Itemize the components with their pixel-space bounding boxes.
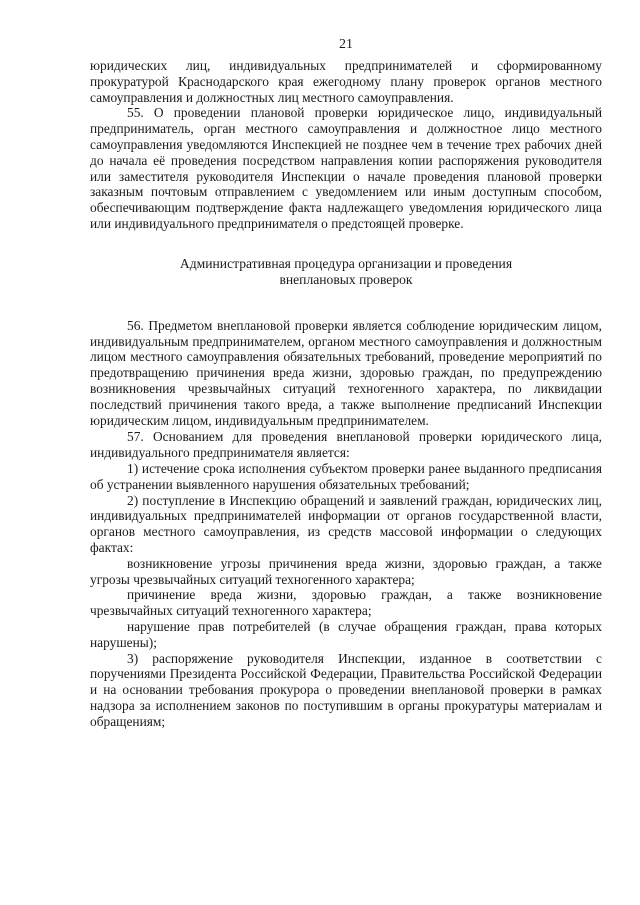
paragraph-57-item-2-fact-c: нарушение прав потребителей (в случае обращения граждан, права которых нарушены); xyxy=(90,618,602,650)
page-number: 21 xyxy=(339,37,353,52)
paragraph-57-item-2: 2) поступление в Инспекцию обращений и заявлений граждан, юридических лиц, индивидуальных предпринимателей информации от органов государственной власти, органов местного самоуправления, из средств массовой информации о следующих фактах: xyxy=(90,492,602,555)
paragraph-56: 56. Предметом внеплановой проверки является соблюдение юридическим лицом, индивидуальным предпринимателем, органом местного самоуправления и должностным лицом местного самоуправления обязательных требований, проведение мероприятий по предотвращению причинения вреда жизни, здоровью граждан, по предупреждению возникновения чрезвычайных ситуаций техногенного характера, по ликвидации последствий причинения такого вреда, а также выполнение предписаний Инспекции юридическим лицом, индивидуальным предпринимателем. xyxy=(90,317,602,428)
paragraph-57-item-2-fact-b: причинение вреда жизни, здоровью граждан, а также возникновение чрезвычайных ситуаций техногенного характера; xyxy=(90,587,602,619)
paragraph-54-continuation: юридических лиц, индивидуальных предпринимателей и сформированному прокуратурой Краснодарского края ежегодному плану проверок органов местного самоуправления и должностных лиц местного самоуправления. xyxy=(90,58,602,105)
paragraph-57-item-3: 3) распоряжение руководителя Инспекции, изданное в соответствии с поручениями Президента Российской Федерации, Правительства Российской Федерации и на основании требования прокурора о проведении внеплановой проверки в рамках надзора за исполнением законов по поступившим в органы прокуратуры материалам и обращениям; xyxy=(90,650,602,729)
paragraph-57-item-2-fact-a: возникновение угрозы причинения вреда жизни, здоровью граждан, а также угрозы чрезвычайных ситуаций техногенного характера; xyxy=(90,555,602,587)
paragraph-57-item-1: 1) истечение срока исполнения субъектом проверки ранее выданного предписания об устранении выявленного нарушения обязательных требований; xyxy=(90,460,602,492)
section-heading xyxy=(90,256,602,288)
paragraph-55: 55. О проведении плановой проверки юридическое лицо, индивидуальный предприниматель, орган местного самоуправления и должностное лицо местного самоуправления уведомляются Инспекцией не позднее чем в течение трех рабочих дней до начала её проведения посредством направления копии распоряжения руководителя или заместителя руководителя Инспекции о начале проведения плановой проверки заказным почтовым отправлением с уведомлением или иным доступным способом, обеспечивающим подтверждение факта надлежащего уведомления юридического лица или индивидуального предпринимателя о предстоящей проверке. xyxy=(90,105,602,231)
section-heading-line-1: Административная процедура организации и проведения xyxy=(179,255,513,271)
section-heading-line-2: внеплановых проверок xyxy=(279,271,413,287)
paragraph-57: 57. Основанием для проведения внеплановой проверки юридического лица, индивидуального предпринимателя является: xyxy=(90,429,602,461)
